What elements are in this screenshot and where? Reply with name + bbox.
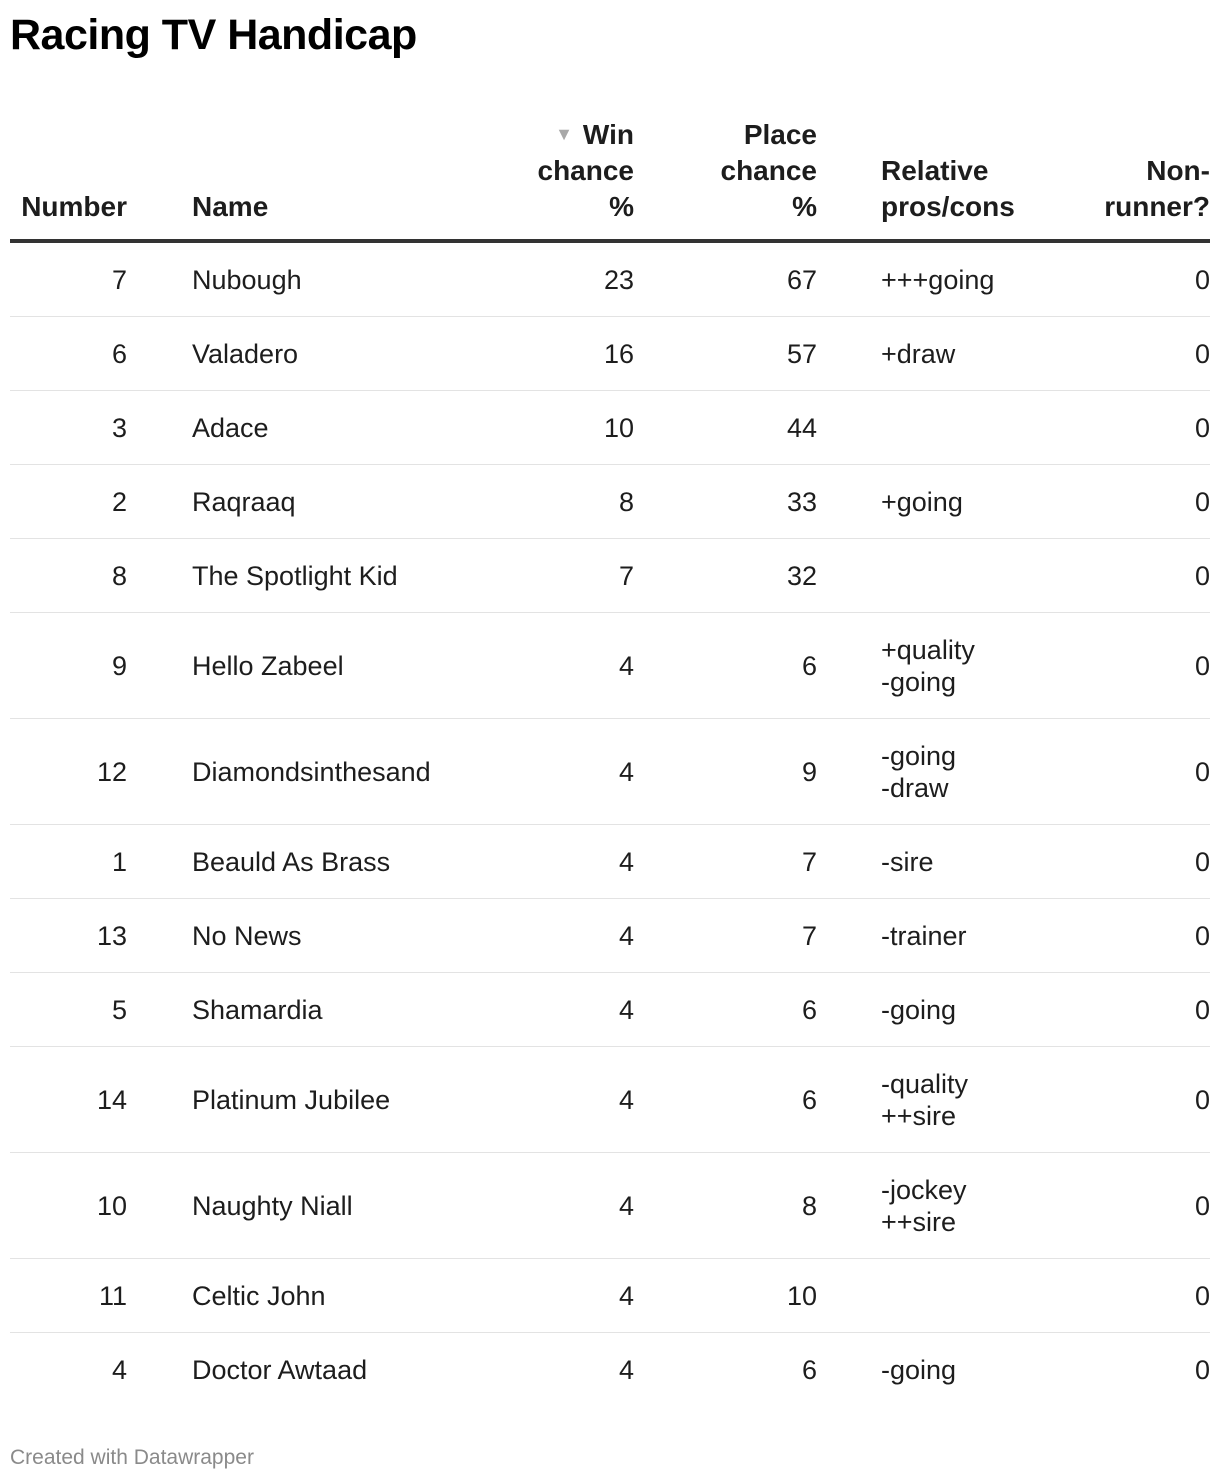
cell-number: 10	[10, 1153, 127, 1259]
cell-pros-cons	[881, 317, 1081, 391]
cell-pros-cons	[881, 973, 1081, 1047]
cell-non-runner: 0	[1081, 1047, 1210, 1153]
cell-number: 3	[10, 391, 127, 465]
col-header-place-chance[interactable]	[634, 116, 817, 241]
pros-cons-item: ++sire	[881, 1206, 957, 1237]
cell-name: Shamardia	[192, 973, 475, 1047]
cell-name: Diamondsinthesand	[192, 719, 475, 825]
cell-place-chance: 8	[634, 1153, 817, 1259]
cell-number: 6	[10, 317, 127, 391]
cell-place-chance: 33	[634, 465, 817, 539]
cell-number: 5	[10, 973, 127, 1047]
col-header-name[interactable]	[192, 116, 475, 241]
cell-spacer	[127, 1153, 192, 1259]
cell-win-chance: 23	[475, 241, 634, 317]
cell-non-runner: 0	[1081, 391, 1210, 465]
cell-place-chance: 67	[634, 241, 817, 317]
table-row	[10, 825, 1210, 899]
cell-name: No News	[192, 899, 475, 973]
cell-pros-cons	[881, 613, 1081, 719]
cell-place-chance: 32	[634, 539, 817, 613]
cell-non-runner: 0	[1081, 317, 1210, 391]
pros-cons-item: -going	[881, 740, 957, 771]
cell-name: The Spotlight Kid	[192, 539, 475, 613]
table-row	[10, 1153, 1210, 1259]
cell-pros-cons	[881, 1333, 1081, 1407]
cell-name: Valadero	[192, 317, 475, 391]
cell-pros-cons	[881, 391, 1081, 465]
cell-win-chance: 4	[475, 973, 634, 1047]
cell-spacer	[817, 317, 881, 391]
table-row	[10, 719, 1210, 825]
cell-pros-cons	[881, 1259, 1081, 1333]
cell-number: 9	[10, 613, 127, 719]
pros-cons-item: -going	[881, 666, 957, 697]
cell-place-chance: 6	[634, 613, 817, 719]
cell-name: Adace	[192, 391, 475, 465]
pros-cons-item: +++going	[881, 264, 995, 295]
col-header-number[interactable]	[10, 116, 127, 241]
table-row	[10, 465, 1210, 539]
cell-pros-cons	[881, 1047, 1081, 1153]
cell-name: Nubough	[192, 241, 475, 317]
cell-place-chance: 57	[634, 317, 817, 391]
cell-win-chance: 8	[475, 465, 634, 539]
cell-spacer	[817, 1153, 881, 1259]
cell-place-chance: 7	[634, 899, 817, 973]
cell-name: Platinum Jubilee	[192, 1047, 475, 1153]
cell-win-chance: 4	[475, 1259, 634, 1333]
pros-cons-item: ++sire	[881, 1100, 957, 1131]
cell-spacer	[817, 465, 881, 539]
table-row	[10, 1333, 1210, 1407]
pros-cons-item: -going	[881, 994, 957, 1025]
cell-name: Naughty Niall	[192, 1153, 475, 1259]
table-row	[10, 899, 1210, 973]
cell-place-chance: 6	[801, 1354, 817, 1385]
results-table	[10, 116, 1210, 1406]
col-header-win-chance[interactable]	[475, 116, 634, 241]
cell-non-runner: 0	[1081, 539, 1210, 613]
col-header-win-line: Win	[582, 119, 634, 150]
cell-non-runner: 0	[1081, 1259, 1210, 1333]
table-row	[10, 1259, 1210, 1333]
cell-pros-cons	[881, 1153, 1081, 1259]
table-row	[10, 1047, 1210, 1153]
cell-spacer	[127, 1259, 192, 1333]
cell-spacer	[817, 825, 881, 899]
pros-cons-item: -going	[881, 1354, 957, 1385]
cell-number: 2	[10, 465, 127, 539]
cell-spacer	[817, 899, 881, 973]
cell-pros-cons	[881, 539, 1081, 613]
cell-non-runner: 0	[1081, 465, 1210, 539]
table-row	[10, 317, 1210, 391]
cell-win-chance: 4	[475, 899, 634, 973]
col-header-pros-line: pros/cons	[881, 191, 1015, 222]
cell-number: 11	[10, 1259, 127, 1333]
cell-win-chance: 7	[475, 539, 634, 613]
pros-cons-item: -sire	[881, 846, 934, 877]
cell-spacer	[817, 241, 881, 317]
cell-spacer	[127, 391, 192, 465]
table-row	[10, 539, 1210, 613]
pros-cons-item: +going	[881, 486, 963, 517]
cell-win-chance: 4	[475, 719, 634, 825]
col-header-name-line: Name	[192, 191, 269, 222]
cell-number: 14	[10, 1047, 127, 1153]
chart-title: Racing TV Handicap	[10, 11, 417, 59]
cell-number: 8	[10, 539, 127, 613]
cell-spacer	[127, 899, 192, 973]
cell-spacer	[127, 1333, 192, 1407]
pros-cons-item: -draw	[881, 772, 949, 803]
pros-cons-item: -trainer	[881, 920, 967, 951]
col-header-pros-line: Relative	[881, 155, 989, 186]
pros-cons-item: +quality	[881, 634, 975, 665]
cell-win-chance: 4	[475, 825, 634, 899]
col-header-win-line: %	[609, 191, 634, 222]
cell-non-runner: 0	[1081, 613, 1210, 719]
cell-name: Celtic John	[192, 1259, 475, 1333]
cell-non-runner: 0	[1081, 825, 1210, 899]
cell-spacer	[817, 719, 881, 825]
cell-place-chance: 10	[634, 1259, 817, 1333]
pros-cons-item: -jockey	[881, 1174, 967, 1205]
table-row	[10, 391, 1210, 465]
cell-spacer	[127, 317, 192, 391]
col-header-nonrunner-line: runner?	[1104, 191, 1210, 222]
col-header-place-line: Place	[743, 119, 817, 150]
cell-place-chance: 6	[634, 1047, 817, 1153]
cell-win-chance: 16	[475, 317, 634, 391]
cell-number: 1	[10, 825, 127, 899]
cell-pros-cons	[881, 241, 1081, 317]
cell-spacer	[817, 1047, 881, 1153]
cell-spacer	[817, 1259, 881, 1333]
cell-name: Hello Zabeel	[192, 613, 475, 719]
header-row	[10, 116, 1210, 241]
col-spacer	[817, 116, 881, 241]
col-header-pros-cons[interactable]	[881, 116, 1081, 241]
cell-win-chance: 4	[618, 1354, 634, 1385]
cell-non-runner: 0	[1081, 973, 1210, 1047]
cell-win-chance: 4	[475, 1153, 634, 1259]
cell-place-chance: 7	[634, 825, 817, 899]
cell-non-runner: 0	[1081, 719, 1210, 825]
cell-non-runner: 0	[1081, 899, 1210, 973]
cell-spacer	[817, 391, 881, 465]
cell-spacer	[127, 973, 192, 1047]
table-row	[10, 241, 1210, 317]
cell-spacer	[817, 1333, 881, 1407]
cell-spacer	[127, 465, 192, 539]
cell-non-runner: 0	[1194, 1354, 1210, 1385]
cell-spacer	[127, 1047, 192, 1153]
table-row	[10, 613, 1210, 719]
cell-pros-cons	[881, 899, 1081, 973]
cell-spacer	[127, 825, 192, 899]
cell-number: 7	[10, 241, 127, 317]
cell-spacer	[817, 613, 881, 719]
cell-place-chance: 6	[634, 973, 817, 1047]
cell-spacer	[127, 719, 192, 825]
cell-name: Raqraaq	[192, 465, 475, 539]
pros-cons-item: -quality	[881, 1068, 969, 1099]
col-header-non-runner[interactable]	[1081, 116, 1210, 241]
pros-cons-item: +draw	[881, 338, 956, 369]
cell-win-chance: 10	[475, 391, 634, 465]
cell-win-chance: 4	[475, 613, 634, 719]
cell-win-chance: 4	[475, 1047, 634, 1153]
cell-spacer	[817, 539, 881, 613]
footer-credit: Created with Datawrapper	[10, 1446, 254, 1469]
cell-pros-cons	[881, 719, 1081, 825]
table-row	[10, 973, 1210, 1047]
cell-name: Beauld As Brass	[192, 825, 475, 899]
cell-number: 12	[10, 719, 127, 825]
cell-name: Doctor Awtaad	[192, 1354, 368, 1385]
cell-place-chance: 44	[634, 391, 817, 465]
col-header-nonrunner-line: Non-	[1146, 155, 1210, 186]
cell-spacer	[127, 539, 192, 613]
cell-spacer	[127, 613, 192, 719]
cell-number: 13	[10, 899, 127, 973]
cell-non-runner: 0	[1081, 1153, 1210, 1259]
col-header-place-line: %	[792, 191, 817, 222]
cell-spacer	[127, 241, 192, 317]
cell-non-runner: 0	[1081, 241, 1210, 317]
col-spacer	[127, 116, 192, 241]
cell-spacer	[817, 973, 881, 1047]
col-header-win-line: chance	[537, 155, 634, 186]
cell-pros-cons	[881, 465, 1081, 539]
cell-place-chance: 9	[634, 719, 817, 825]
table-body	[10, 241, 1210, 1406]
cell-pros-cons	[881, 825, 1081, 899]
cell-number: 4	[111, 1354, 127, 1385]
col-header-place-line: chance	[720, 155, 817, 186]
col-header-number-line: Number	[21, 191, 127, 222]
sort-descending-icon: ▼	[555, 124, 573, 144]
